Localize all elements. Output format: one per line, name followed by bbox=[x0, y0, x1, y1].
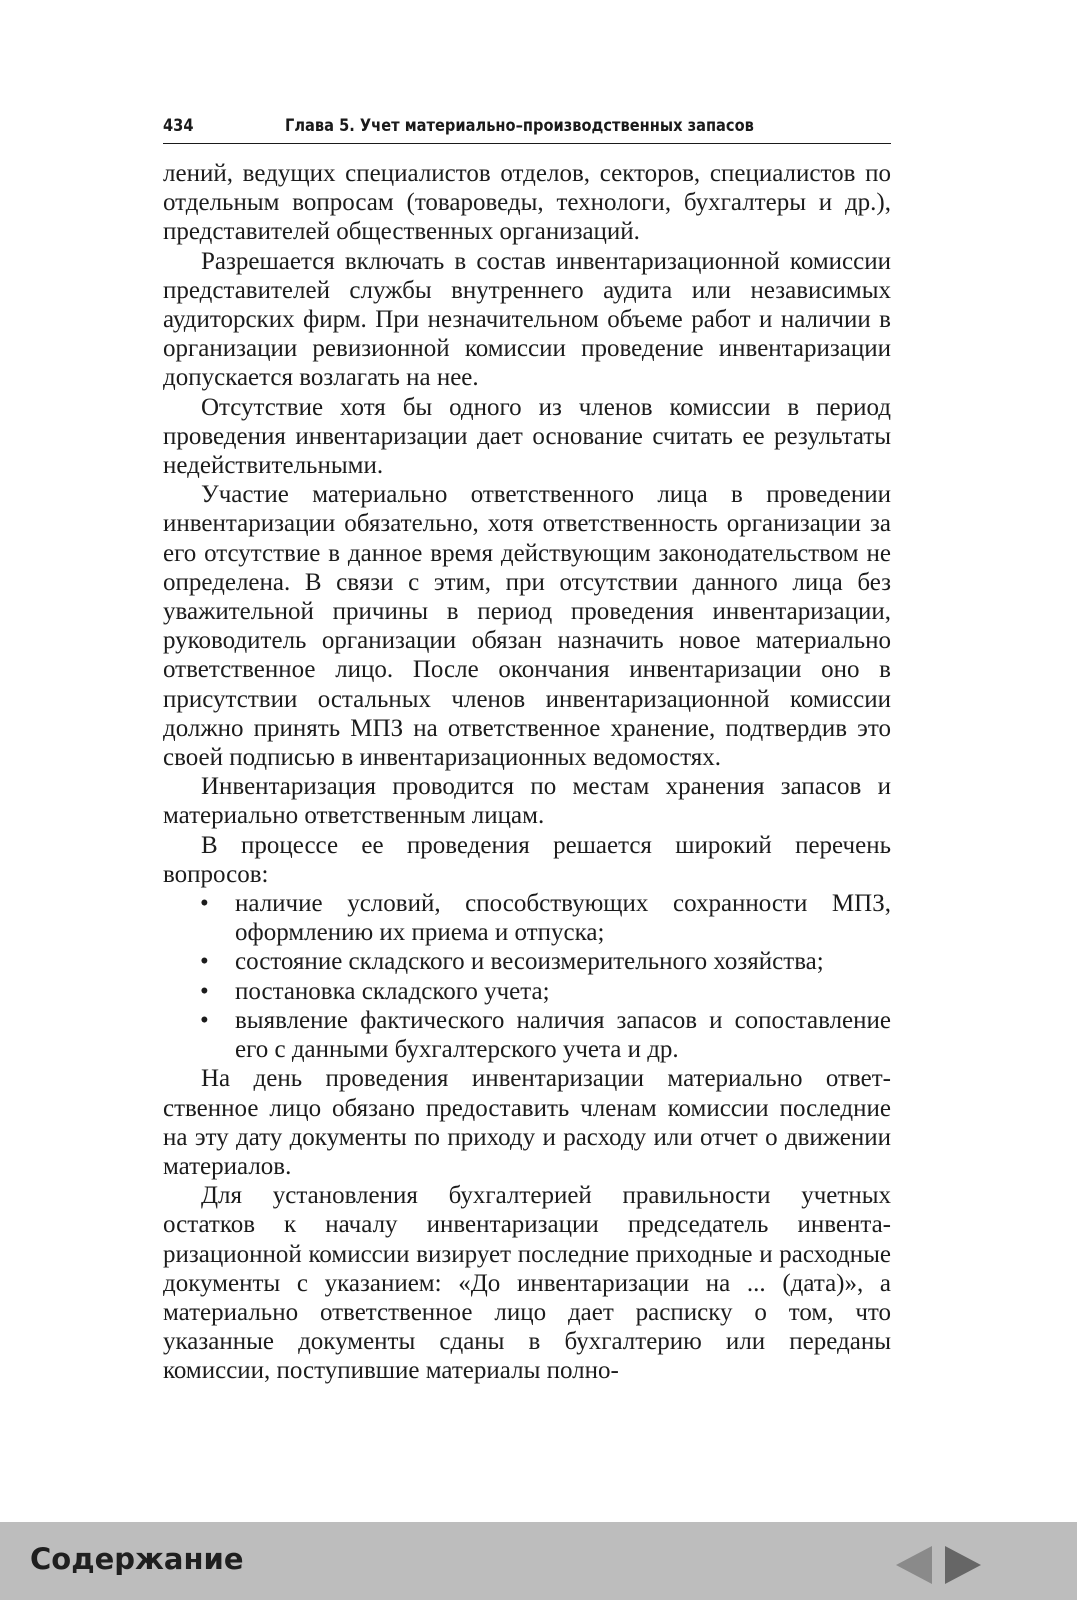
list-item-text: состояние складского и весоизмерительного хозяйства; bbox=[235, 948, 824, 976]
paragraph: На день проведения инвентаризации материально ответственное лицо обязано предоставить членам комиссии последние на эту дату документы по приходу и расходу или отчет о движении материалов. bbox=[163, 1065, 891, 1180]
bullet-icon: • bbox=[200, 890, 209, 918]
page-number: 434 bbox=[163, 116, 194, 136]
bullet-list bbox=[163, 889, 891, 1064]
next-page-icon[interactable] bbox=[945, 1546, 981, 1584]
paragraph: Отсутствие хотя бы одного из членов комиссии в период проведения инвентаризации дает основание считать ее результаты недействительными. bbox=[163, 393, 891, 480]
paragraph: В процессе ее проведения решается широкий перечень вопросов: bbox=[163, 831, 891, 888]
paragraph: Разрешается включать в состав инвентаризационной комиссии представителей службы внутреннего аудита или независимых аудиторских фирм. При незначительном объеме работ и наличии в организации ревизионной комиссии проведение инвентаризации допускается возлагать на нее. bbox=[163, 247, 891, 392]
list-item bbox=[200, 947, 891, 976]
paragraph: лений, ведущих специалистов отделов, секторов, специалистов по отдельным вопросам (товароведы, технологи, бухгалтеры и др.), представителей общественных организаций. bbox=[163, 160, 891, 246]
bullet-icon: • bbox=[200, 1006, 209, 1034]
list-item-text: постановка складского учета; bbox=[235, 977, 550, 1005]
bullet-icon: • bbox=[200, 948, 209, 976]
list-item bbox=[200, 889, 891, 947]
list-item-text: выявление фактического наличия запасов и сопоставление его с данными бухгалтерского учета и др. bbox=[235, 1006, 891, 1064]
list-item bbox=[200, 977, 891, 1006]
list-item bbox=[200, 1006, 891, 1064]
bullet-icon: • bbox=[200, 977, 209, 1005]
paragraph: Инвентаризация проводится по местам хранения запасов и материально ответственным лицам. bbox=[163, 773, 891, 830]
paragraph: Для установления бухгалтерией правильности учетных остатков к началу инвентаризации председатель инвентаризационной комиссии визирует последние приходные и расходные документы с указанием: «До инвентаризации на ... (дата)», а материально ответственное лицо дает расписку о том, что указанные документы сданы в бухгалтерию или переданы комиссии, поступившие материалы полно- bbox=[163, 1182, 891, 1385]
list-item-text: наличие условий, способствующих сохранности МПЗ, оформлению их приема и отпуска; bbox=[235, 890, 891, 947]
contents-button[interactable]: Содержание bbox=[30, 1542, 244, 1576]
running-head bbox=[163, 113, 891, 144]
body-text bbox=[163, 159, 891, 1386]
chapter-title: Глава 5. Учет материально–производственных запасов bbox=[285, 116, 754, 136]
navigation-bar bbox=[0, 1522, 1077, 1600]
paragraph: Участие материально ответственного лица в проведении инвентаризации обязательно, хотя ответственность организации за его отсутствие в данное время действующим законодательством не определена. В связи с этим, при отсутствии данного лица без уважительной причины в период проведения инвентаризации, руководитель организации обязан назначить новое материально ответственное лицо. После окончания инвентаризации оно в присутствии остальных членов инвентаризационной комиссии должно принять МПЗ на ответственное хранение, подтвердив это своей подписью в инвентаризационных ведомостях. bbox=[163, 481, 891, 772]
previous-page-icon[interactable] bbox=[896, 1546, 932, 1584]
